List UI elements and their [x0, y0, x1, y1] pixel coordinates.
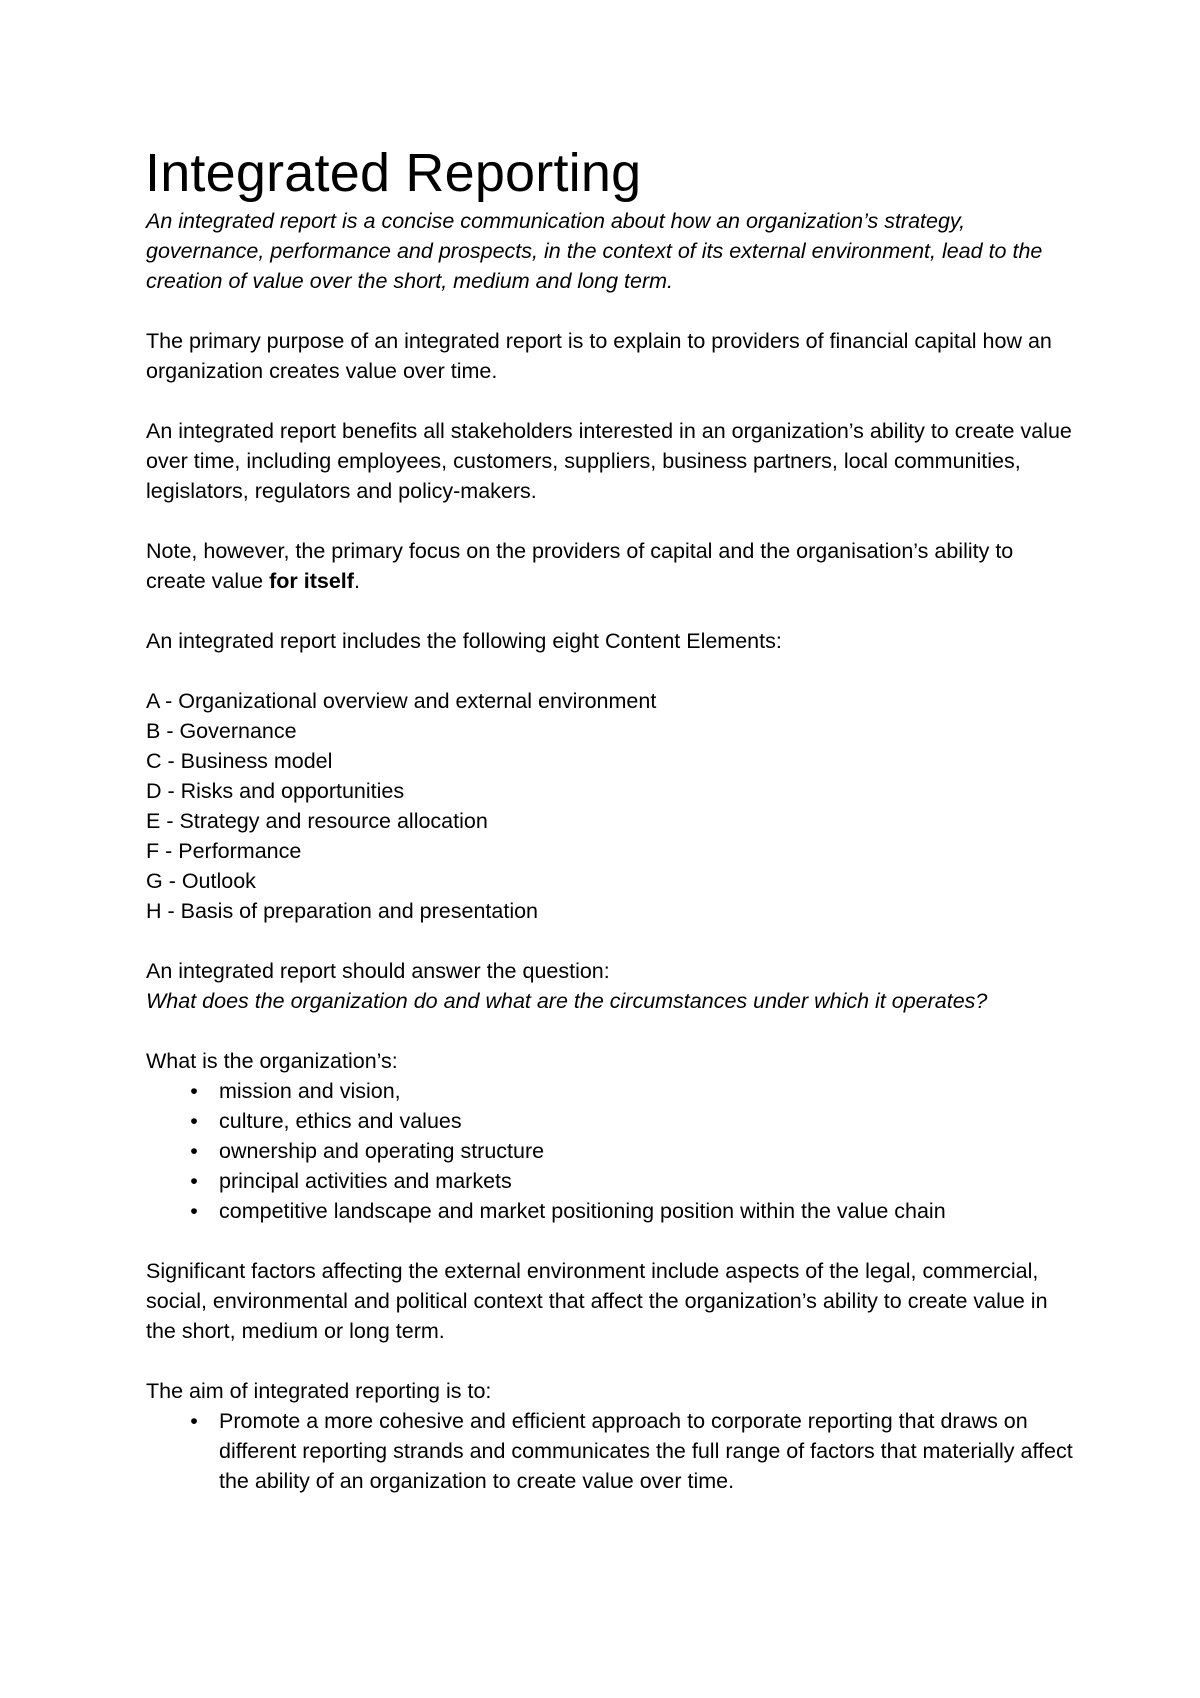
- aim-item: [146, 1406, 1076, 1496]
- whatis-item-text: mission and vision,: [219, 1079, 401, 1103]
- whatis-item-text: competitive landscape and market positioning position within the value chain: [219, 1199, 946, 1223]
- paragraph-gap: [146, 1226, 1076, 1256]
- bullet-icon: •: [190, 1079, 198, 1103]
- content-element-item: D - Risks and opportunities: [146, 779, 405, 803]
- document-title: Integrated Reporting: [145, 143, 642, 203]
- content-element-item: C - Business model: [146, 749, 333, 773]
- bullet-icon: •: [190, 1139, 198, 1163]
- question-text: What does the organization do and what are the circumstances under which it operates?: [146, 989, 988, 1013]
- bullet-icon: •: [190, 1199, 198, 1223]
- aim-item-text: Promote a more cohesive and efficient approach to corporate reporting that draws on different reporting strands and communicates the full range of factors that materially affect the ability of an organization to create value over time.: [219, 1409, 1073, 1493]
- paragraph-gap: [146, 1346, 1076, 1376]
- whatis-item: [146, 1196, 1076, 1226]
- bullet-icon: •: [190, 1409, 198, 1433]
- paragraph-gap: [146, 296, 1076, 326]
- paragraph-gap: [146, 506, 1076, 536]
- content-element-item: G - Outlook: [146, 869, 256, 893]
- content-elements-list: [146, 686, 1076, 926]
- whatis-intro: What is the organization’s:: [146, 1049, 398, 1073]
- stakeholders-paragraph: An integrated report benefits all stakeholders interested in an organization’s ability to create value over time, including employees, customers, suppliers, business partners, local communities, legislators, regulators and policy-makers.: [146, 419, 1072, 503]
- note-end: .: [353, 569, 360, 593]
- aim-list: [146, 1406, 1076, 1496]
- whatis-item: [146, 1076, 1076, 1106]
- whatis-item-text: ownership and operating structure: [219, 1139, 545, 1163]
- content-element-item: H - Basis of preparation and presentation: [146, 899, 539, 923]
- whatis-item: [146, 1136, 1076, 1166]
- paragraph-gap: [146, 926, 1076, 956]
- elements-intro: An integrated report includes the following eight Content Elements:: [146, 629, 782, 653]
- note-bold-text: for itself: [269, 569, 354, 593]
- paragraph-gap: [146, 656, 1076, 686]
- note-text: Note, however, the primary focus on the providers of capital and the organisation’s ability to create value: [146, 539, 1014, 593]
- content-element-item: E - Strategy and resource allocation: [146, 809, 488, 833]
- content-element-item: B - Governance: [146, 719, 297, 743]
- bullet-icon: •: [190, 1109, 198, 1133]
- factors-paragraph: Significant factors affecting the external environment include aspects of the legal, commercial, social, environmental and political context that affect the organization’s ability to create value in the short, medium or long term.: [146, 1259, 1048, 1343]
- whatis-item: [146, 1166, 1076, 1196]
- document-page: [146, 140, 1076, 1496]
- definition-paragraph: An integrated report is a concise communication about how an organization’s strategy, governance, performance and prospects, in the context of its external environment, lead to the creation of value over the short, medium and long term.: [146, 209, 1043, 293]
- bullet-icon: •: [190, 1169, 198, 1193]
- aim-intro: The aim of integrated reporting is to:: [146, 1379, 492, 1403]
- note-paragraph: [146, 536, 1076, 596]
- purpose-paragraph: The primary purpose of an integrated report is to explain to providers of financial capital how an organization creates value over time.: [146, 329, 1052, 383]
- whatis-item: [146, 1106, 1076, 1136]
- question-intro: An integrated report should answer the question:: [146, 959, 610, 983]
- whatis-item-text: culture, ethics and values: [219, 1109, 462, 1133]
- whatis-list: [146, 1076, 1076, 1226]
- paragraph-gap: [146, 386, 1076, 416]
- paragraph-gap: [146, 1016, 1076, 1046]
- content-element-item: A - Organizational overview and external environment: [146, 689, 657, 713]
- paragraph-gap: [146, 596, 1076, 626]
- whatis-item-text: principal activities and markets: [219, 1169, 512, 1193]
- content-element-item: F - Performance: [146, 839, 302, 863]
